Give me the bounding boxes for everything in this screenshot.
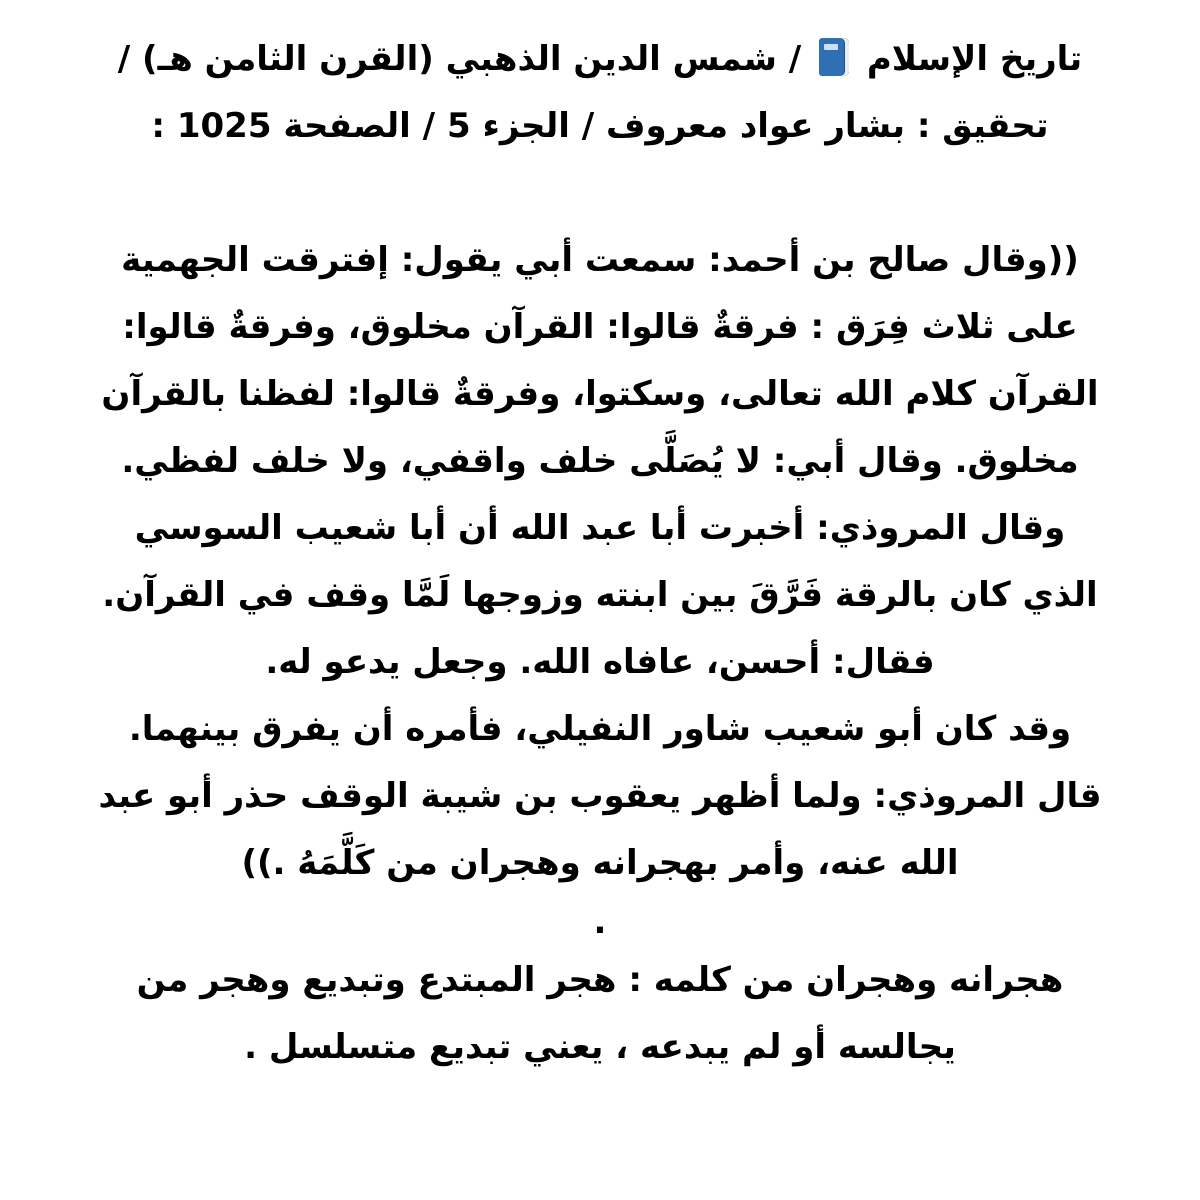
quote-line: على ثلاث فِرَق : فرقةٌ قالوا: القرآن مخلوق، وفرقةٌ قالوا:	[122, 307, 1078, 347]
quote-line: القرآن كلام الله تعالى، وسكتوا، وفرقةٌ قالوا: لفظنا بالقرآن	[101, 374, 1099, 414]
blue-book-icon	[819, 38, 849, 76]
quote-line: قال المروذي: ولما أظهر يعقوب بن شيبة الوقف حذر أبو عبد	[98, 776, 1102, 816]
author-info: / شمس الدين الذهبي (القرن الثامن هـ) /	[117, 39, 802, 79]
commentary-line: هجرانه وهجران من كلمه : هجر المبتدع وتبديع وهجر من	[136, 960, 1064, 1000]
quote-line: وقد كان أبو شعيب شاور النفيلي، فأمره أن يفرق بينهما.	[128, 709, 1072, 749]
header-line-1	[40, 26, 1160, 93]
quote-line: الذي كان بالرقة فَرَّقَ بين ابنته وزوجها لَمَّا وقف في القرآن.	[102, 575, 1098, 615]
source-header	[40, 26, 1160, 160]
quote-line: وقال المروذي: أخبرت أبا عبد الله أن أبا شعيب السوسي	[134, 508, 1066, 548]
quote-block	[40, 227, 1160, 897]
book-title: تاريخ الإسلام	[866, 39, 1083, 79]
commentary-line: يجالسه أو لم يبدعه ، يعني تبديع متسلسل .	[244, 1027, 956, 1067]
quote-line: ((وقال صالح بن أحمد: سمعت أبي يقول: إفترقت الجهمية	[121, 240, 1079, 280]
quote-line: مخلوق. وقال أبي: لا يُصَلَّى خلف واقفي، ولا خلف لفظي.	[121, 441, 1079, 481]
quote-line: الله عنه، وأمر بهجرانه وهجران من كَلَّمَهُ .))	[241, 843, 959, 883]
separator-dot: .	[593, 902, 607, 942]
quote-line: فقال: أحسن، عافاه الله. وجعل يدعو له.	[265, 642, 935, 682]
blank-line	[40, 160, 1160, 227]
header-line-2: تحقيق : بشار عواد معروف / الجزء 5 / الصفحة 1025 :	[151, 106, 1049, 146]
commentary-block	[40, 947, 1160, 1081]
